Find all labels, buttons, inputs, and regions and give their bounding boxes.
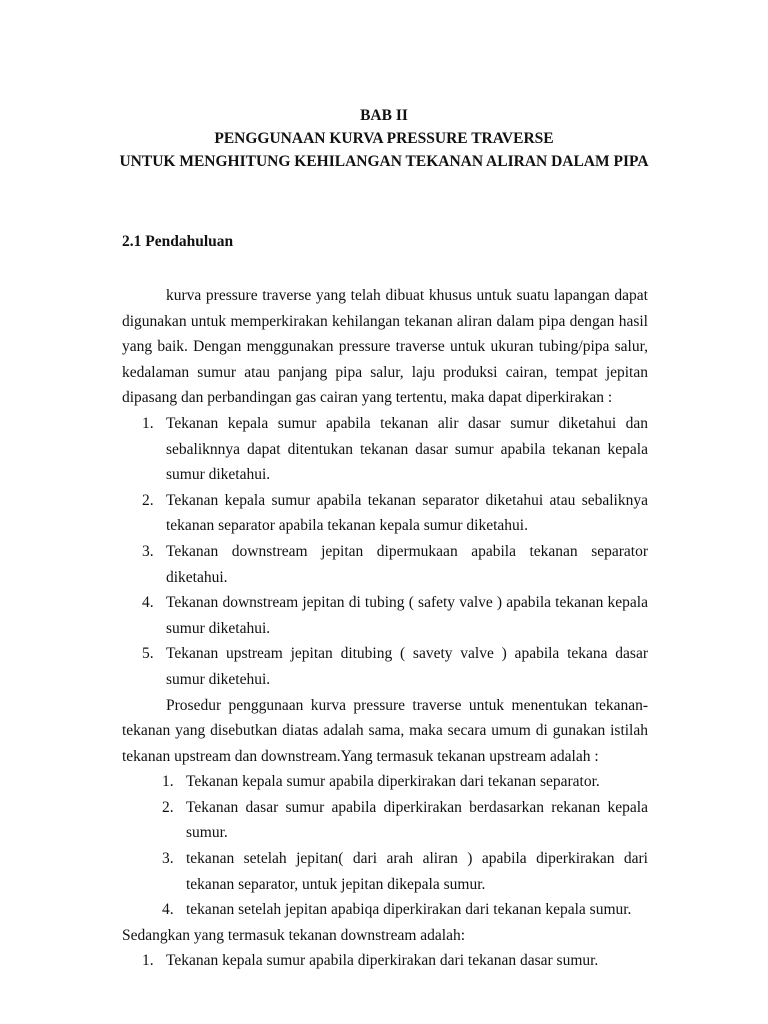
- list-number: 5.: [142, 645, 154, 663]
- chapter-number: BAB II: [360, 107, 408, 124]
- chapter-title-line-1: PENGGUNAAN KURVA PRESSURE TRAVERSE: [214, 130, 554, 147]
- list-number: 4.: [142, 594, 154, 612]
- upstream-list: [162, 769, 648, 923]
- list-text: tekanan setelah jepitan( dari arah aliran ) apabila diperkirakan dari tekanan separator, untuk jepitan dikepala sumur.: [186, 850, 648, 893]
- list-number: 2.: [162, 798, 174, 816]
- list-text: Tekanan kepala sumur apabila diperkirakan dari tekanan dasar sumur.: [166, 952, 599, 970]
- chapter-heading: [0, 104, 768, 173]
- list-text: tekanan setelah jepitan apabiqa diperkirakan dari tekanan kepala sumur.: [186, 901, 632, 919]
- list-item: [162, 846, 648, 897]
- list-text: Tekanan downstream jepitan di tubing ( safety valve ) apabila tekanan kepala sumur diketahui.: [166, 594, 648, 637]
- downstream-list: [142, 948, 648, 974]
- list-text: Tekanan upstream jepitan ditubing ( savety valve ) apabila tekana dasar sumur diketehui.: [166, 645, 648, 688]
- list-number: 1.: [142, 414, 154, 432]
- list-number: 4.: [162, 901, 174, 919]
- estimation-list: [142, 411, 648, 693]
- list-item: [142, 488, 648, 539]
- list-item: [162, 795, 648, 846]
- list-number: 2.: [142, 491, 154, 509]
- list-item: [142, 641, 648, 692]
- list-text: Tekanan dasar sumur apabila diperkirakan berdasarkan rekanan kepala sumur.: [186, 798, 648, 842]
- list-item: [162, 769, 648, 795]
- list-text: Tekanan kepala sumur apabila tekanan alir dasar sumur diketahui dan sebaliknnya dapat ditentukan tekanan dasar sumur apabila tekanan kepala sumur diketahui.: [166, 414, 648, 484]
- paragraph-intro: kurva pressure traverse yang telah dibuat khusus untuk suatu lapangan dapat digunakan untuk memperkirakan kehilangan tekanan aliran dalam pipa dengan hasil yang baik. Dengan menggunakan pressure traverse untuk ukuran tubing/pipa salur, kedalaman sumur atau panjang pipa salur, laju produksi cairan, tempat jepitan dipasang dan perbandingan gas cairan yang tertentu, maka dapat diperkirakan :: [122, 287, 648, 407]
- list-item: [142, 411, 648, 488]
- list-text: Tekanan kepala sumur apabila diperkirakan dari tekanan separator.: [186, 773, 600, 791]
- list-number: 3.: [162, 850, 174, 868]
- list-text: Tekanan kepala sumur apabila tekanan separator diketahui atau sebaliknya tekanan separator apabila tekanan kepala sumur diketahui.: [166, 491, 648, 535]
- chapter-title-line-2: UNTUK MENGHITUNG KEHILANGAN TEKANAN ALIRAN DALAM PIPA: [119, 153, 649, 170]
- list-item: [142, 539, 648, 590]
- list-number: 1.: [162, 773, 174, 791]
- list-item: [162, 897, 648, 923]
- list-item: [142, 590, 648, 641]
- paragraph-downstream: Sedangkan yang termasuk tekanan downstream adalah:: [122, 926, 466, 944]
- list-number: 3.: [142, 542, 154, 560]
- list-number: 1.: [142, 952, 154, 970]
- document-body: [122, 283, 648, 974]
- section-title: 2.1 Pendahuluan: [122, 233, 234, 250]
- list-item: [142, 948, 648, 974]
- list-text: Tekanan downstream jepitan dipermukaan apabila tekanan separator diketahui.: [166, 542, 648, 586]
- paragraph-procedure: Prosedur penggunaan kurva pressure traverse untuk menentukan tekanan-tekanan yang disebutkan diatas adalah sama, maka secara umum di gunakan istilah tekanan upstream dan downstream.Yang termasuk tekanan upstream adalah :: [122, 696, 648, 765]
